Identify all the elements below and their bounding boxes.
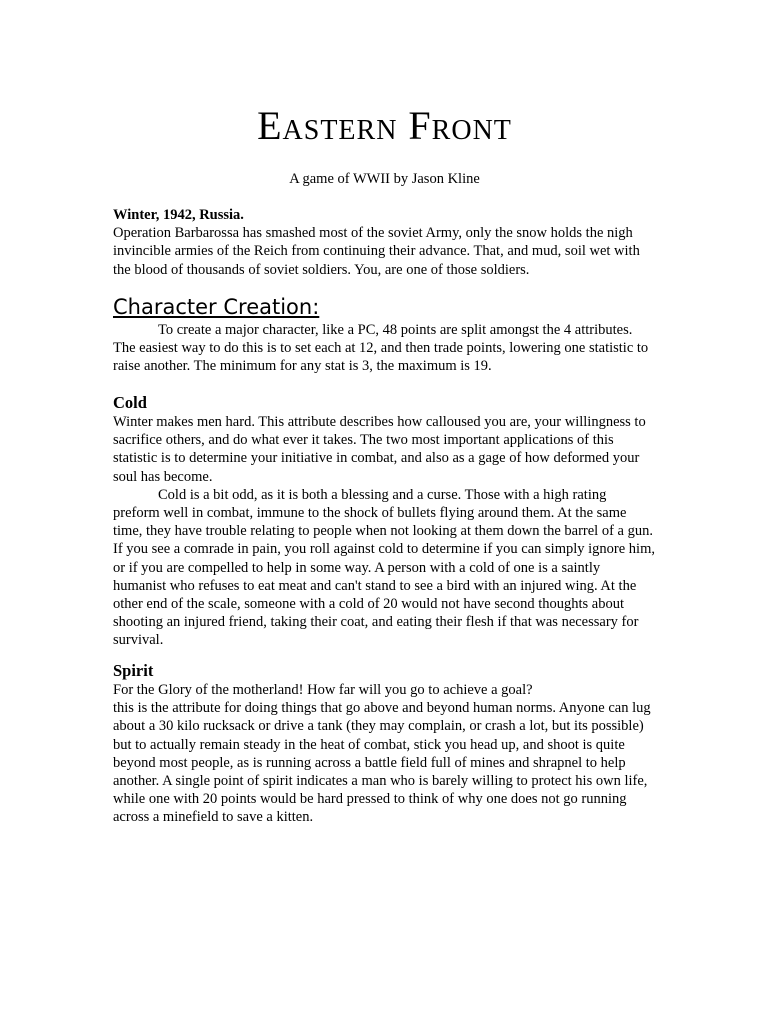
- character-creation-heading: Character Creation:: [113, 295, 320, 319]
- intro-section: [113, 206, 656, 279]
- intro-text: Operation Barbarossa has smashed most of the soviet Army, only the snow holds the nigh invincible armies of the Reich from continuing their advance. That, and mud, soil wet with the blood of thousands of soviet soldiers. You, are one of those soldiers.: [113, 225, 640, 278]
- cold-paragraph-1: Winter makes men hard. This attribute describes how calloused you are, your willingness to sacrifice others, and do what ever it takes. The two most important applications of this statistic is to determine your initiative in combat, and also as a gage of how deformed your soul has become.: [113, 414, 646, 485]
- document-subtitle: A game of WWII by Jason Kline: [289, 171, 480, 187]
- cold-paragraph-2: Cold is a bit odd, as it is both a blessing and a curse. Those with a high rating preform well in combat, immune to the shock of bullets flying around them. At the same time, they have trouble relating to people when not looking at them down the barrel of a gun. If you see a comrade in pain, you roll against cold to determine if you can simply ignore him, or if you are compelled to help in some way. A person with a cold of one is a saintly humanist who refuses to eat meat and can't stand to see a bird with an injured wing. At the other end of the scale, someone with a cold of 20 would not have second thoughts about shooting an injured friend, taking their coat, and eating their flesh if that was necessary for survival.: [113, 486, 655, 649]
- cold-heading: Cold: [113, 393, 147, 412]
- spirit-section: [113, 681, 656, 827]
- intro-heading: Winter, 1942, Russia.: [113, 207, 244, 223]
- spirit-paragraph: this is the attribute for doing things that go above and beyond human norms. Anyone can lug about a 30 kilo rucksack or drive a tank (they may complain, or crash a lot, but its possible) but to actually remain steady in the heat of combat, stick you head up, and shoot is quite beyond most people, as is running across a battle field full of mines and shrapnel to help another. A single point of spirit indicates a man who is barely willing to protect his own life, while one with 20 points would be hard pressed to think of why one does not go running across a minefield to save a kitten.: [113, 700, 651, 826]
- spirit-line-1: For the Glory of the motherland! How far will you go to achieve a goal?: [113, 682, 533, 698]
- character-creation-text: To create a major character, like a PC, 48 points are split amongst the 4 attributes. The easiest way to do this is to set each at 12, and then trade points, lowering one statistic to raise another. The minimum for any stat is 3, the maximum is 19.: [113, 322, 649, 375]
- cold-section: [113, 413, 656, 650]
- document-title: Eastern Front: [257, 103, 512, 148]
- spirit-heading: Spirit: [113, 661, 154, 680]
